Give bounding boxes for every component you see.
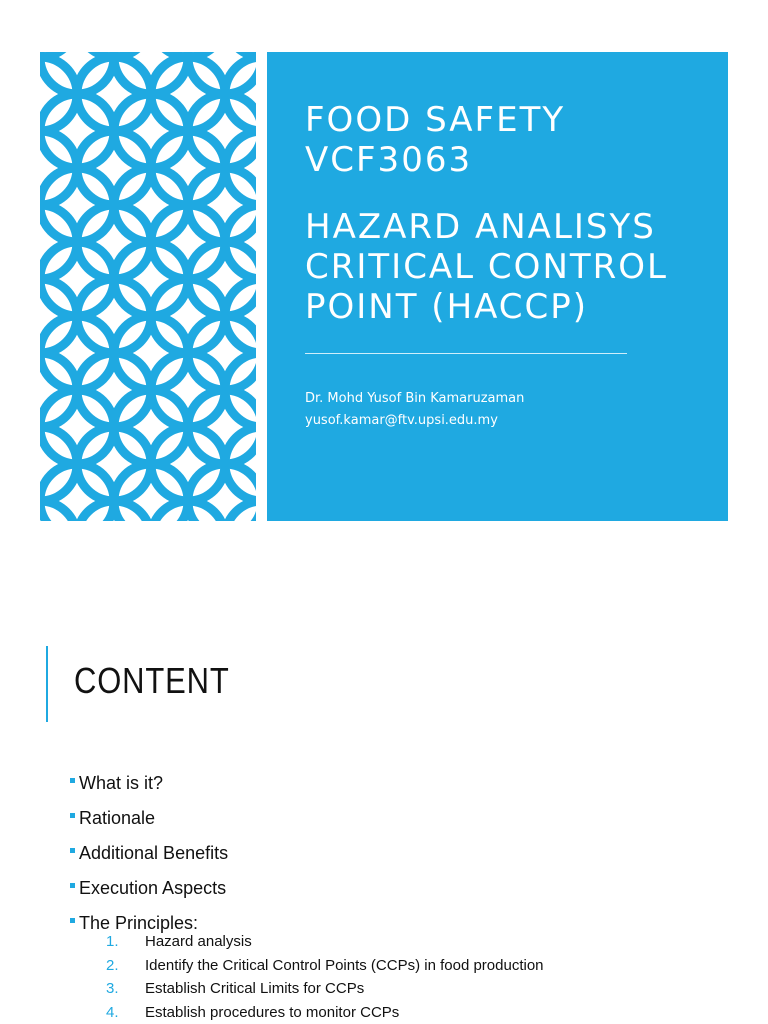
list-item: 4. Establish procedures to monitor CCPs [106,1003,400,1021]
bullet-square-icon [70,918,75,923]
bullet-square-icon [70,778,75,783]
title-slide [40,52,728,521]
list-item: Rationale [70,801,228,836]
list-item: Additional Benefits [70,836,228,871]
content-bullet-list [70,766,228,941]
bullet-square-icon [70,848,75,853]
list-number: 1. [106,933,119,951]
bullet-square-icon [70,883,75,888]
list-number: 2. [106,956,119,974]
author-email: yusof.kamar@ftv.upsi.edu.my [305,413,498,428]
author-name: Dr. Mohd Yusof Bin Kamaruzaman [305,391,525,406]
title-line: CRITICAL CONTROL [305,247,668,287]
pattern-svg [40,52,256,521]
list-item: The Principles: [70,906,228,941]
principles-list [106,930,544,1024]
divider [305,353,627,354]
list-item: 2. Identify the Critical Control Points (CCPs) in food production [106,956,544,974]
list-number: 3. [106,980,119,998]
list-number: 4. [106,1003,119,1021]
list-item: Execution Aspects [70,871,228,906]
author-block [305,388,524,432]
heading-accent-bar [46,646,48,722]
decorative-circle-pattern [40,52,256,521]
list-item: 1. Hazard analysis [106,933,252,951]
title-panel [267,52,728,521]
slide-title [305,100,715,327]
list-item: 3. Establish Critical Limits for CCPs [106,980,365,998]
bullet-square-icon [70,813,75,818]
title-line: POINT (HACCP) [305,287,589,327]
title-line: VCF3063 [305,140,473,180]
title-line: FOOD SAFETY [305,100,566,140]
title-line: HAZARD ANALISYS [305,207,656,247]
content-heading: CONTENT [74,660,230,701]
list-item: What is it? [70,766,228,801]
